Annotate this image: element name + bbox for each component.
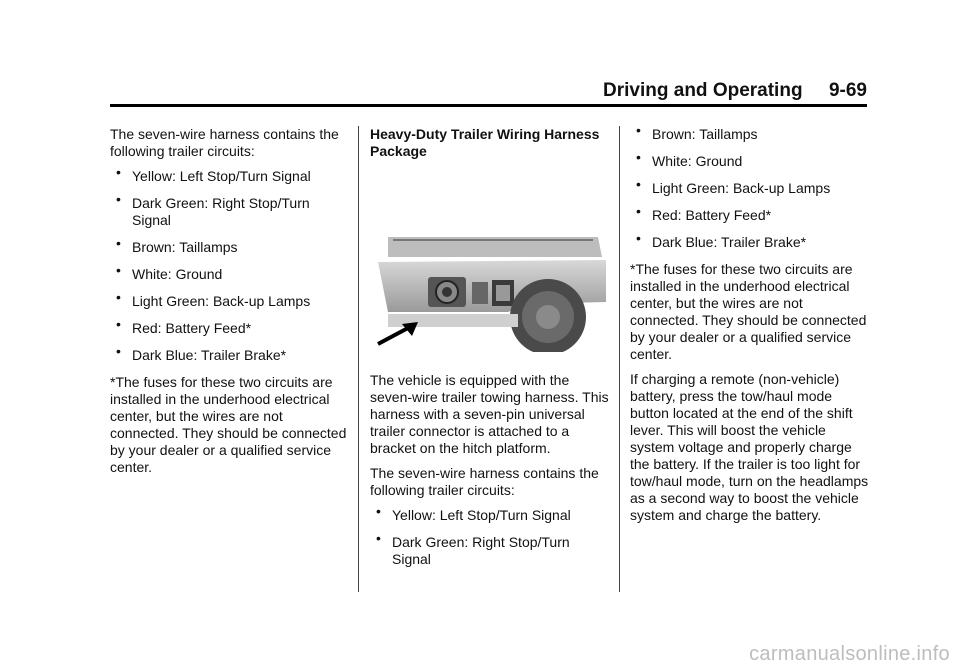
bullet-item	[370, 503, 610, 524]
col1-note: *The fuses for these two circuits are installed in the underhood electrical center, but the wires are not connected. They should be connected by your dealer or a qualified service center.	[110, 374, 347, 475]
page-title: Driving and Operating 9-69	[603, 80, 867, 101]
col1-intro: The seven-wire harness contains the following trailer circuits:	[110, 126, 339, 159]
bullet-icon: •	[636, 203, 641, 219]
bullet-icon: •	[116, 164, 121, 180]
col2-bullet-list	[370, 503, 610, 568]
column-2-body	[370, 372, 610, 578]
bullet-text: Dark Green: Right Stop/Turn Signal	[132, 195, 310, 228]
bullet-text: White: Ground	[652, 153, 743, 169]
bullet-text: Yellow: Left Stop/Turn Signal	[392, 507, 571, 523]
header-rule	[110, 104, 867, 107]
bullet-text: White: Ground	[132, 266, 223, 282]
bullet-text: Dark Blue: Trailer Brake*	[132, 347, 287, 363]
bullet-icon: •	[116, 316, 121, 332]
bullet-item	[630, 122, 870, 143]
column-3	[630, 122, 870, 532]
bullet-text: Light Green: Back-up Lamps	[652, 180, 831, 196]
bullet-item	[630, 149, 870, 170]
watermark: carmanualsonline.info	[749, 643, 950, 665]
col3-note: *The fuses for these two circuits are installed in the underhood electrical center, but the wires are not connected. They should be connected by your dealer or a qualified service center.	[630, 261, 867, 362]
bullet-icon: •	[116, 191, 121, 207]
bullet-text: Brown: Taillamps	[652, 126, 758, 142]
bullet-item	[110, 235, 350, 256]
bullet-item	[630, 230, 870, 251]
bullet-text: Brown: Taillamps	[132, 239, 238, 255]
bullet-icon: •	[636, 122, 641, 138]
bullet-item	[110, 316, 350, 337]
page-header	[110, 80, 867, 104]
bullet-icon: •	[116, 343, 121, 359]
bullet-icon: •	[116, 235, 121, 251]
trailer-connector-illustration	[368, 232, 606, 352]
col1-bullet-list	[110, 164, 350, 364]
col3-bullet-list	[630, 122, 870, 251]
bullet-icon: •	[636, 230, 641, 246]
bullet-item	[110, 262, 350, 283]
bullet-icon: •	[376, 503, 381, 519]
bullet-text: Light Green: Back-up Lamps	[132, 293, 311, 309]
bullet-item	[630, 176, 870, 197]
bullet-icon: •	[116, 262, 121, 278]
bullet-item	[110, 343, 350, 364]
bullet-icon: •	[376, 530, 381, 546]
column-divider-2	[619, 126, 620, 592]
bullet-text: Dark Blue: Trailer Brake*	[652, 234, 807, 250]
column-2	[370, 126, 610, 168]
col2-paragraph: The vehicle is equipped with the seven-wire trailer towing harness. This harness with a seven-pin universal trailer connector is attached to a bracket on the hitch platform.	[370, 372, 609, 456]
col3-paragraph: If charging a remote (non-vehicle) battery, press the tow/haul mode button located at the end of the shift lever. This will boost the vehicle system voltage and properly charge the battery. If the trailer is too light for tow/haul mode, turn on the headlamps as a second way to boost the vehicle system and charge the battery.	[630, 371, 869, 523]
bullet-text: Dark Green: Right Stop/Turn Signal	[392, 534, 570, 567]
column-1	[110, 126, 350, 484]
column-divider-1	[358, 126, 359, 592]
bullet-text: Red: Battery Feed*	[652, 207, 772, 223]
bullet-item	[630, 203, 870, 224]
bullet-text: Red: Battery Feed*	[132, 320, 252, 336]
bullet-item	[110, 164, 350, 185]
bullet-item	[110, 191, 350, 229]
bullet-text: Yellow: Left Stop/Turn Signal	[132, 168, 311, 184]
bullet-item	[370, 530, 610, 568]
bullet-icon: •	[636, 176, 641, 192]
bullet-icon: •	[636, 149, 641, 165]
col2-heading: Heavy-Duty Trailer Wiring Harness Package	[370, 126, 600, 159]
col2-intro: The seven-wire harness contains the following trailer circuits:	[370, 465, 599, 498]
bullet-icon: •	[116, 289, 121, 305]
bullet-item	[110, 289, 350, 310]
